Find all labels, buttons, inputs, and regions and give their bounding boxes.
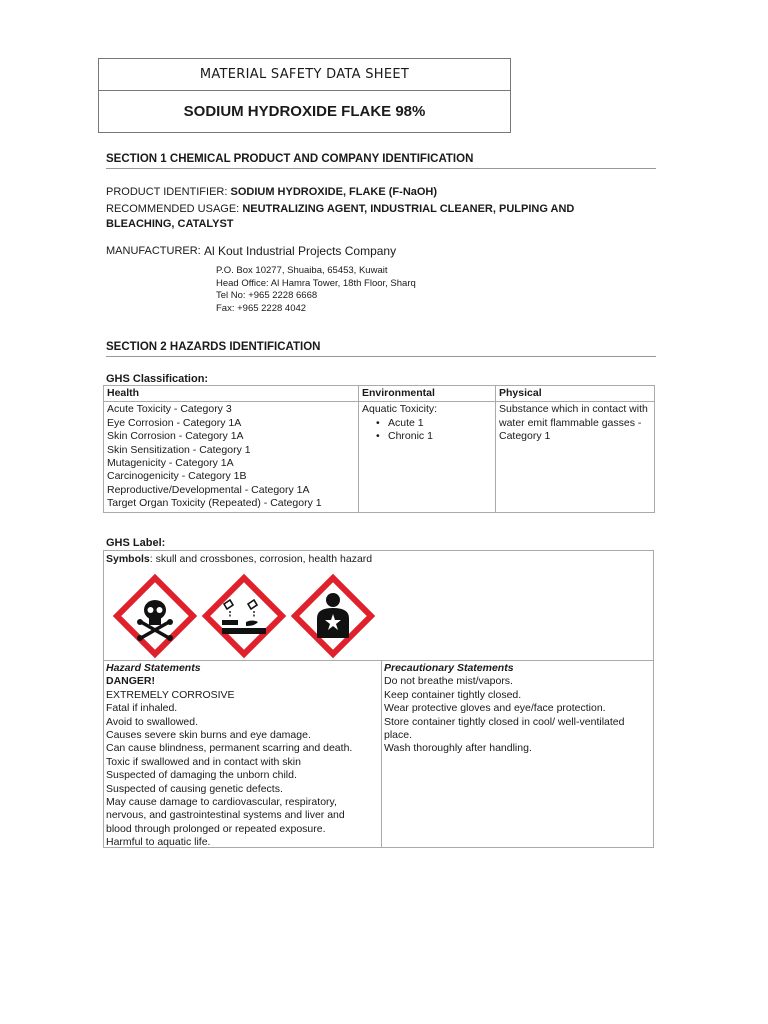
ghs-label-box bbox=[103, 550, 654, 848]
address-line: P.O. Box 10277, Shuaiba, 65453, Kuwait bbox=[216, 265, 388, 276]
section1-heading: SECTION 1 CHEMICAL PRODUCT AND COMPANY IDENTIFICATION bbox=[106, 153, 656, 169]
precautionary-statements-heading: Precautionary Statements bbox=[384, 662, 514, 674]
precautionary-statement: Wear protective gloves and eye/face protection. bbox=[384, 702, 606, 715]
hazard-statement: Causes severe skin burns and eye damage. bbox=[106, 729, 311, 742]
health-item: Reproductive/Developmental - Category 1A bbox=[107, 483, 310, 496]
hazard-statement: Fatal if inhaled. bbox=[106, 702, 178, 715]
precautionary-statement: Wash thoroughly after handling. bbox=[384, 742, 532, 755]
ghs-pictograms bbox=[111, 573, 381, 659]
manufacturer-address bbox=[216, 265, 416, 315]
corrosion-icon bbox=[206, 578, 282, 654]
address-line: Tel No: +965 2228 6668 bbox=[216, 290, 318, 301]
health-item: Eye Corrosion - Category 1A bbox=[107, 416, 242, 429]
health-header: Health bbox=[104, 386, 359, 402]
hazard-statement: nervous, and gastrointestinal systems and liver and bbox=[106, 809, 345, 822]
recommended-usage-cont bbox=[106, 218, 234, 230]
hazard-statements-heading: Hazard Statements bbox=[106, 662, 201, 674]
recommended-usage-value: NEUTRALIZING AGENT, INDUSTRIAL CLEANER, PULPING AND bbox=[242, 203, 575, 215]
ghs-classification-label: GHS Classification: bbox=[106, 373, 209, 385]
hazard-statement: Can cause blindness, permanent scarring and death. bbox=[106, 742, 353, 755]
hazard-statement: Harmful to aquatic life. bbox=[106, 836, 211, 849]
environmental-item: • Acute 1 bbox=[370, 417, 492, 430]
address-line: Fax: +965 2228 4042 bbox=[216, 302, 307, 314]
health-item: Target Organ Toxicity (Repeated) - Category 1 bbox=[107, 497, 322, 510]
health-item: Skin Corrosion - Category 1A bbox=[107, 430, 244, 443]
hazard-statement: blood through prolonged or repeated exposure. bbox=[106, 822, 326, 835]
health-item: Acute Toxicity - Category 3 bbox=[107, 403, 232, 416]
health-item: Mutagenicity - Category 1A bbox=[107, 457, 234, 470]
product-identifier-value: SODIUM HYDROXIDE, FLAKE (F-NaOH) bbox=[230, 186, 438, 198]
precautionary-statements bbox=[384, 662, 650, 756]
table-header-row bbox=[104, 386, 655, 402]
ghs-classification-table bbox=[103, 385, 655, 513]
address-line: Head Office: Al Hamra Tower, 18th Floor, Sharq bbox=[216, 277, 416, 289]
label-divider-vertical bbox=[381, 660, 382, 847]
symbols-line bbox=[106, 553, 372, 565]
signal-word: DANGER! bbox=[106, 675, 155, 688]
environmental-header: Environmental bbox=[359, 386, 496, 402]
precautionary-statement: Keep container tightly closed. bbox=[384, 688, 522, 701]
hazard-statement: Toxic if swallowed and in contact with skin bbox=[106, 755, 301, 768]
environmental-cell bbox=[359, 402, 496, 512]
title-box bbox=[98, 58, 511, 133]
product-title: SODIUM HYDROXIDE FLAKE 98% bbox=[183, 103, 426, 120]
section2-heading: SECTION 2 HAZARDS IDENTIFICATION bbox=[106, 341, 656, 357]
hazard-statement: Suspected of causing genetic defects. bbox=[106, 782, 283, 795]
physical-header: Physical bbox=[496, 386, 655, 402]
environmental-intro: Aquatic Toxicity: bbox=[362, 403, 438, 416]
hazard-statement: Avoid to swallowed. bbox=[106, 715, 199, 728]
precautionary-statement: Store container tightly closed in cool/ well-ventilated bbox=[384, 715, 625, 728]
hazard-statement: Suspected of damaging the unborn child. bbox=[106, 769, 297, 782]
symbols-value: : skull and crossbones, corrosion, health hazard bbox=[149, 553, 373, 565]
manufacturer-label: MANUFACTURER: bbox=[106, 245, 201, 257]
product-identifier-label: PRODUCT IDENTIFIER: bbox=[106, 186, 228, 198]
product-identifier bbox=[106, 186, 437, 198]
symbols-label: Symbols bbox=[106, 553, 150, 565]
hazard-statements bbox=[106, 662, 378, 850]
skull-crossbones-icon bbox=[117, 578, 193, 654]
physical-cell: Substance which in contact with water emit flammable gasses - Category 1 bbox=[496, 402, 655, 512]
label-divider-horizontal bbox=[104, 660, 653, 661]
health-cell bbox=[104, 402, 359, 512]
health-item: Carcinogenicity - Category 1B bbox=[107, 470, 247, 483]
precautionary-statement: place. bbox=[384, 729, 413, 742]
precautionary-statement: Do not breathe mist/vapors. bbox=[384, 675, 513, 688]
hazard-statement: EXTREMELY CORROSIVE bbox=[106, 688, 235, 701]
health-hazard-icon bbox=[295, 578, 371, 654]
recommended-usage bbox=[106, 203, 574, 215]
recommended-usage-label: RECOMMENDED USAGE: bbox=[106, 203, 240, 215]
hazard-statement: May cause damage to cardiovascular, respiratory, bbox=[106, 796, 337, 809]
manufacturer-name: Al Kout Industrial Projects Company bbox=[204, 244, 397, 258]
recommended-usage-value-cont: BLEACHING, CATALYST bbox=[106, 218, 234, 230]
table-row bbox=[104, 402, 655, 512]
environmental-item: • Chronic 1 bbox=[370, 430, 492, 443]
health-item: Skin Sensitization - Category 1 bbox=[107, 443, 251, 456]
document-type: MATERIAL SAFETY DATA SHEET bbox=[99, 59, 510, 91]
ghs-label-heading: GHS Label: bbox=[106, 537, 166, 549]
